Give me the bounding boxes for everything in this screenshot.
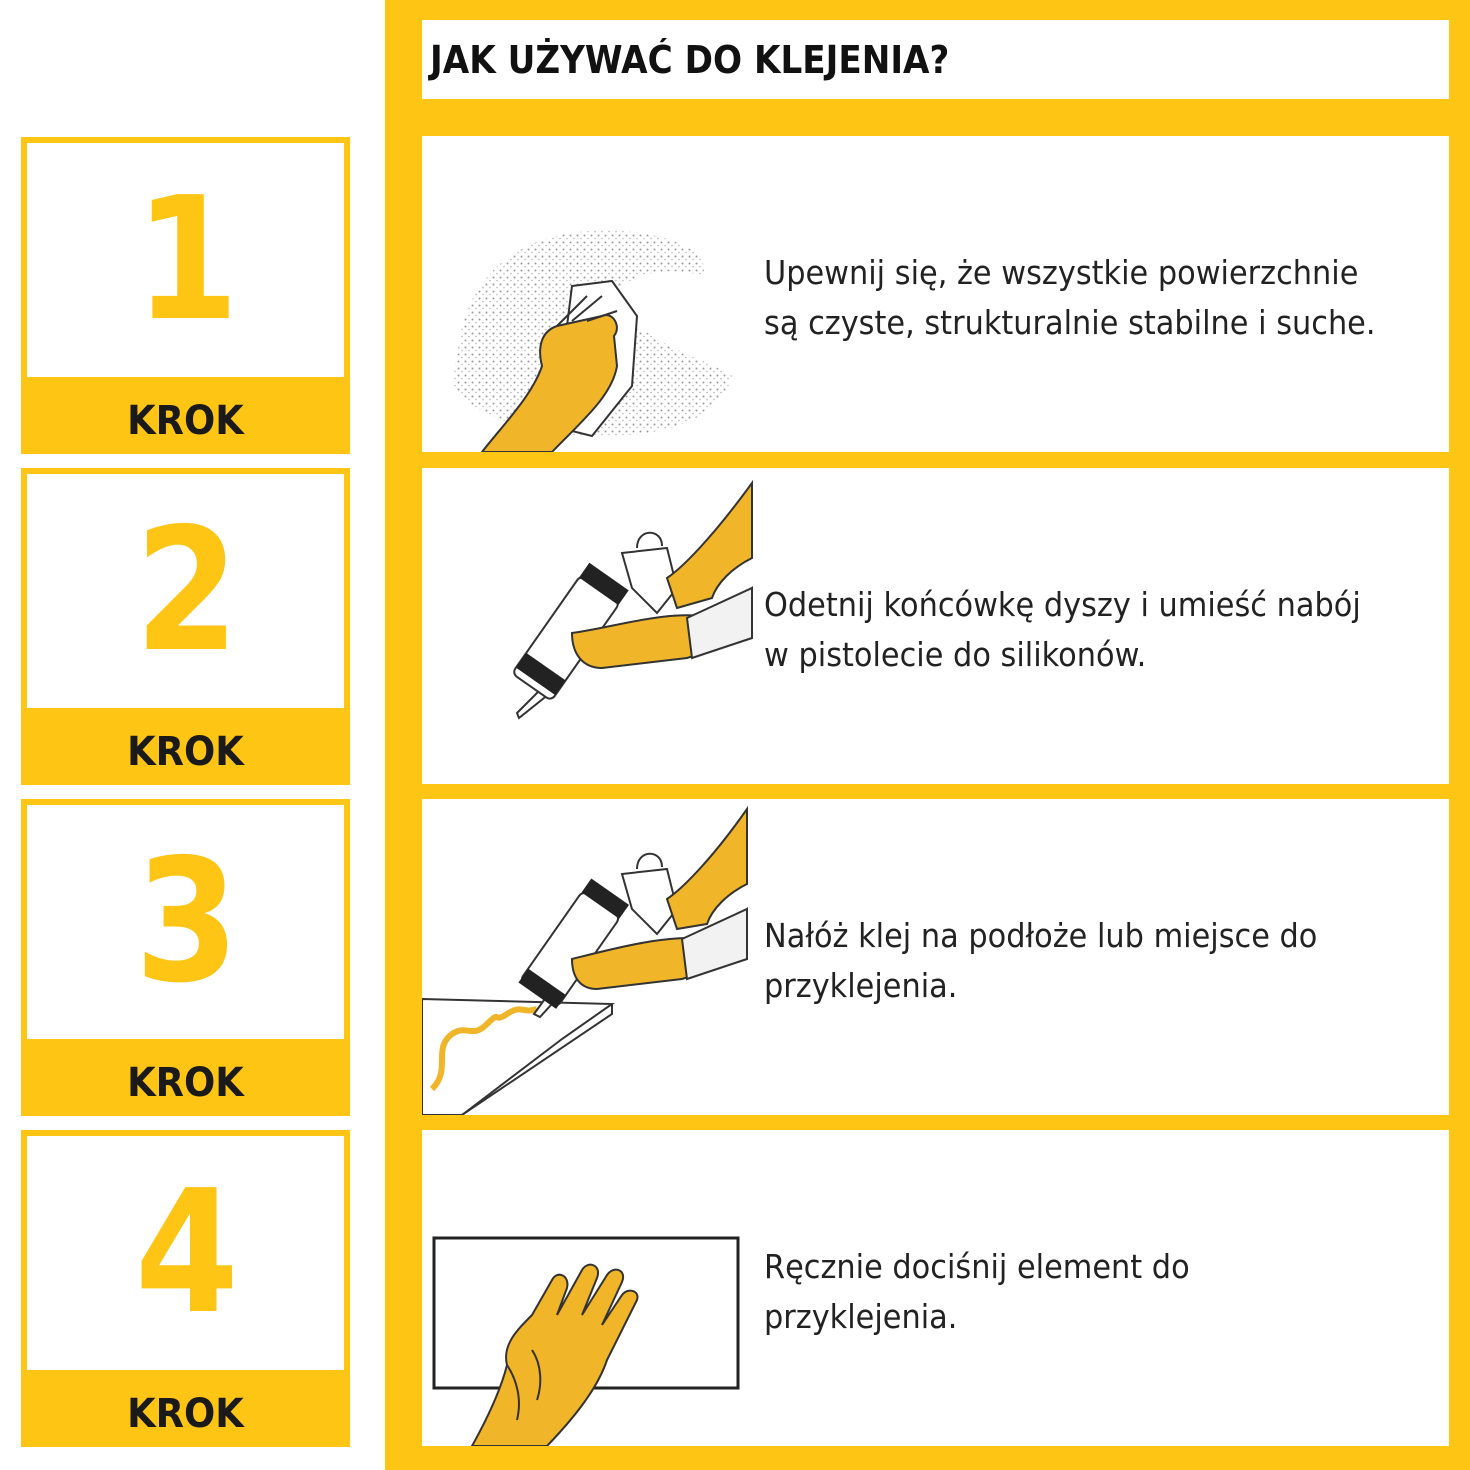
page-title: JAK UŻYWAĆ DO KLEJENIA? xyxy=(430,37,950,82)
step-number-box xyxy=(27,143,344,377)
instruction-row-4 xyxy=(422,1130,1449,1446)
title-box xyxy=(422,20,1449,99)
hand-wiping-surface-icon xyxy=(422,136,762,452)
step-label: KROK xyxy=(127,1060,244,1106)
step-number-box xyxy=(27,474,344,708)
instruction-row-2 xyxy=(422,468,1449,784)
step-number-box xyxy=(27,805,344,1039)
step-number: 1 xyxy=(135,161,236,359)
step-card-1 xyxy=(21,137,350,454)
step-number-box xyxy=(27,1136,344,1370)
step-label: KROK xyxy=(127,398,244,444)
instruction-text: Upewnij się, że wszystkie powierzchnie są czyste, strukturalnie stabilne i suche. xyxy=(764,253,1376,342)
step-number: 3 xyxy=(135,823,236,1021)
caulking-gun-applying-icon xyxy=(422,799,762,1115)
instructions-panel xyxy=(385,0,1470,1470)
instruction-text: Odetnij końcówkę dyszy i umieść nabój w pistolecie do silikonów. xyxy=(764,585,1361,674)
instruction-text: Ręcznie dociśnij element do przyklejenia. xyxy=(764,1247,1190,1336)
step-card-2 xyxy=(21,468,350,785)
instruction-row-1 xyxy=(422,136,1449,452)
hand-pressing-panel-icon xyxy=(422,1130,762,1446)
instruction-row-3 xyxy=(422,799,1449,1115)
step-number: 2 xyxy=(135,492,236,690)
caulking-gun-loading-icon xyxy=(422,468,762,784)
instruction-text: Nałóż klej na podłoże lub miejsce do przyklejenia. xyxy=(764,916,1318,1005)
step-card-3 xyxy=(21,799,350,1116)
step-number: 4 xyxy=(135,1154,236,1352)
step-label: KROK xyxy=(127,729,244,775)
step-label: KROK xyxy=(127,1391,244,1437)
step-card-4 xyxy=(21,1130,350,1447)
